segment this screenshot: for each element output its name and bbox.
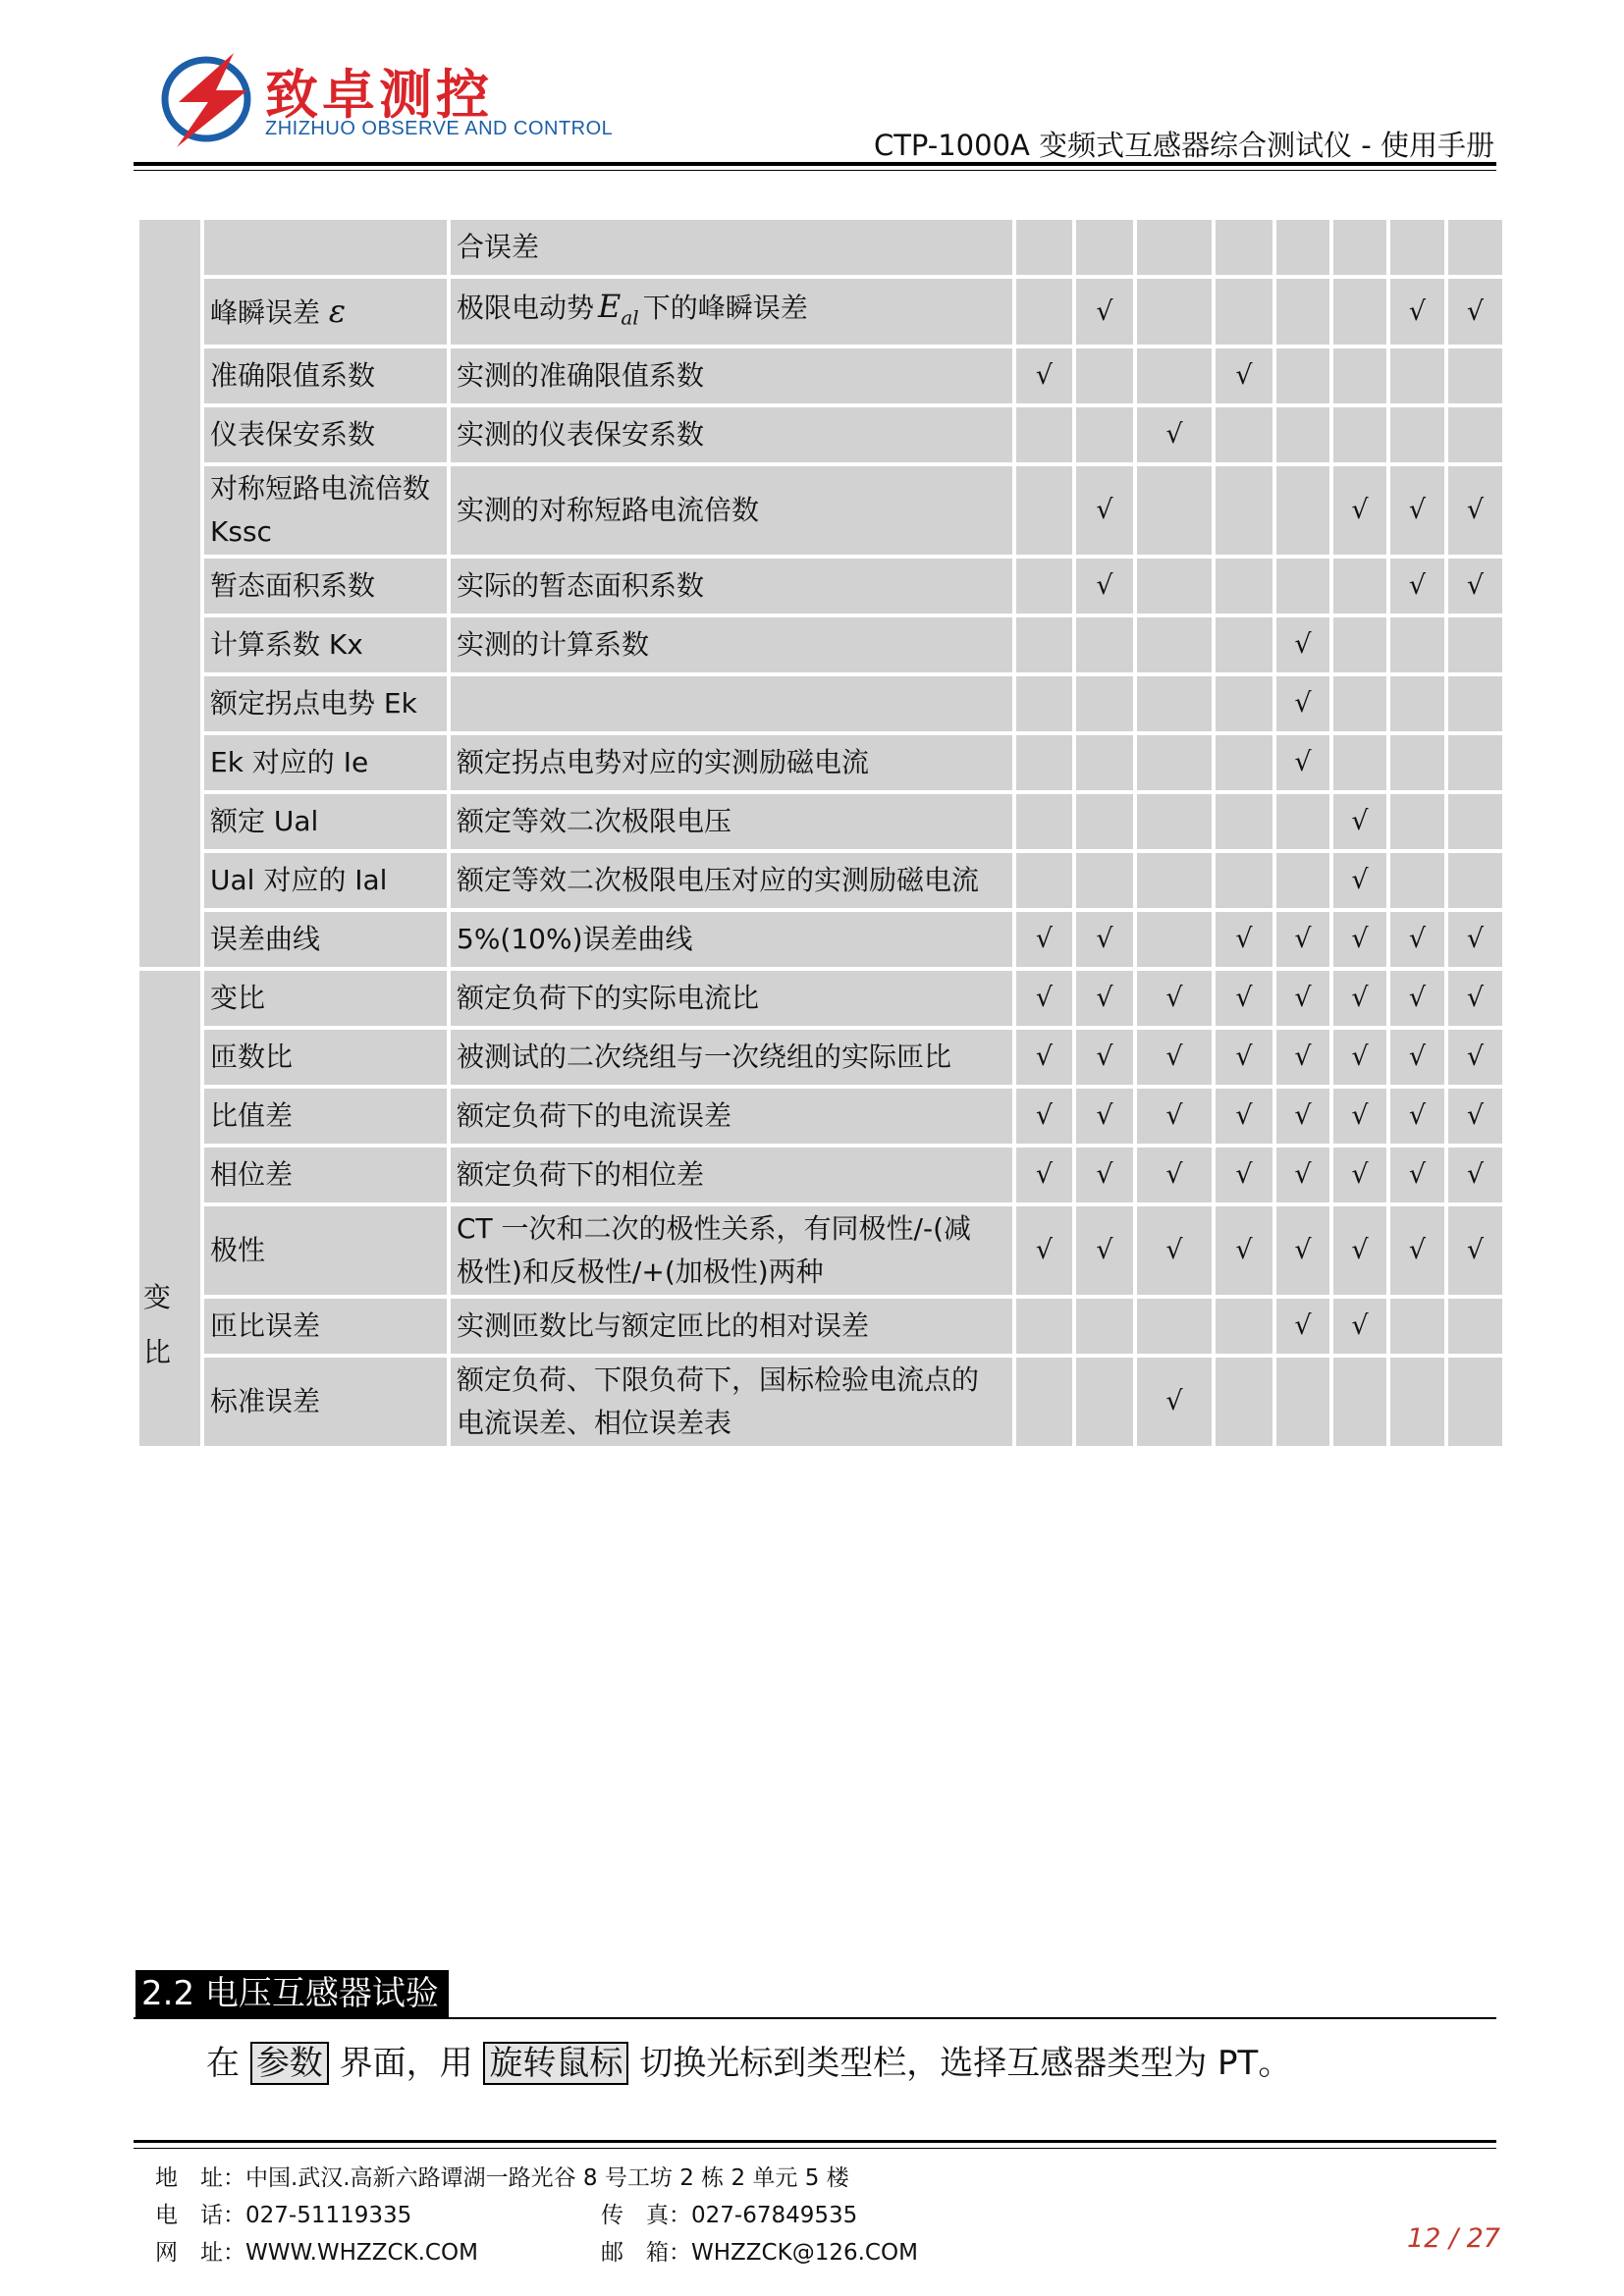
emf-symbol: [598, 288, 639, 330]
rotate-knob-label: 旋转鼠标: [483, 2042, 628, 2085]
check-cell: [1135, 615, 1214, 674]
item-desc-cell: [449, 1146, 1014, 1204]
check-cell: [1331, 347, 1388, 405]
item-name-cell: [202, 615, 449, 674]
item-name: 相位差: [210, 1158, 294, 1192]
table-row: [137, 1146, 1504, 1204]
section-heading: 2.2 电压互感器试验: [135, 1970, 449, 2017]
item-desc-cell: [449, 910, 1014, 969]
item-name-cell: [202, 218, 449, 277]
check-cell: √: [1331, 1028, 1388, 1087]
item-name: 额定 Ual: [210, 805, 319, 838]
check-cell: [1135, 792, 1214, 851]
check-cell: √: [1388, 464, 1446, 557]
item-desc-cell: [449, 851, 1014, 910]
check-cell: √: [1135, 969, 1214, 1028]
logo-chinese-text: 致卓测控: [265, 64, 493, 126]
check-cell: [1446, 674, 1504, 733]
logo-english-text: ZHIZHUO OBSERVE AND CONTROL: [265, 118, 614, 139]
web-label: 网 址：: [155, 2240, 245, 2266]
check-cell: √: [1014, 347, 1074, 405]
check-cell: [1014, 1297, 1074, 1356]
table-row: [137, 792, 1504, 851]
check-cell: √: [1014, 1146, 1074, 1204]
table-row: [137, 674, 1504, 733]
table-row: [137, 1028, 1504, 1087]
check-cell: √: [1135, 1028, 1214, 1087]
fax-label: 传 真：: [601, 2203, 691, 2228]
check-cell: [1388, 218, 1446, 277]
check-cell: [1331, 405, 1388, 464]
check-cell: √: [1214, 910, 1274, 969]
check-cell: √: [1446, 1146, 1504, 1204]
check-cell: √: [1331, 851, 1388, 910]
check-cell: √: [1074, 464, 1135, 557]
item-desc-cell: [449, 277, 1014, 347]
check-cell: [1074, 792, 1135, 851]
item-desc: 被测试的二次绕组与一次绕组的实际匝比: [457, 1041, 952, 1074]
check-cell: √: [1014, 910, 1074, 969]
item-desc: 实测匝数比与额定匝比的相对误差: [457, 1309, 870, 1343]
item-desc: 实测的对称短路电流倍数: [457, 494, 760, 527]
item-desc: 额定等效二次极限电压对应的实测励磁电流: [457, 864, 980, 897]
check-cell: [1135, 218, 1214, 277]
check-cell: √: [1074, 1028, 1135, 1087]
item-desc: 合误差: [457, 231, 540, 263]
check-cell: √: [1274, 910, 1331, 969]
item-desc: 额定拐点电势对应的实测励磁电流: [457, 746, 870, 779]
check-cell: [1331, 1356, 1388, 1448]
item-desc-cell: [449, 1356, 1014, 1448]
check-cell: [1074, 347, 1135, 405]
item-name: 对称短路电流倍数: [210, 472, 431, 506]
table-row: [137, 277, 1504, 347]
check-cell: √: [1214, 347, 1274, 405]
table-row: [137, 733, 1504, 792]
check-cell: [1388, 733, 1446, 792]
item-name: 变比: [210, 982, 266, 1015]
item-name-cell: [202, 851, 449, 910]
item-name-cell: [202, 674, 449, 733]
check-cell: √: [1274, 1146, 1331, 1204]
check-cell: [1214, 792, 1274, 851]
table-row: [137, 1204, 1504, 1297]
header-rule-thin: [134, 170, 1496, 171]
check-cell: √: [1074, 1204, 1135, 1297]
check-cell: [1214, 405, 1274, 464]
group-cell-upper: [137, 218, 202, 969]
item-name-cell: [202, 464, 449, 557]
item-name: 匝数比: [210, 1041, 294, 1074]
check-cell: √: [1214, 969, 1274, 1028]
item-name: 暂态面积系数: [210, 569, 376, 603]
check-cell: √: [1074, 277, 1135, 347]
item-name-cell: [202, 1087, 449, 1146]
footer-rule: [134, 2140, 1496, 2143]
check-cell: [1274, 792, 1331, 851]
address-label: 地 址：: [155, 2165, 245, 2191]
item-desc-cell: [449, 405, 1014, 464]
emf-subscript: al: [621, 305, 639, 330]
check-cell: √: [1274, 969, 1331, 1028]
check-cell: [1388, 615, 1446, 674]
item-desc-before: 极限电动势: [457, 292, 595, 324]
check-cell: [1388, 674, 1446, 733]
check-cell: [1446, 1297, 1504, 1356]
check-cell: [1388, 1297, 1446, 1356]
phone-label: 电 话：: [155, 2203, 245, 2228]
table-row: [137, 1087, 1504, 1146]
item-name-cell: [202, 1146, 449, 1204]
check-cell: [1446, 733, 1504, 792]
check-cell: √: [1014, 1204, 1074, 1297]
item-name-cell: [202, 1028, 449, 1087]
item-name-cell: [202, 1356, 449, 1448]
item-name-cell: [202, 792, 449, 851]
item-desc-cell: [449, 969, 1014, 1028]
check-cell: √: [1331, 1087, 1388, 1146]
address-value: 中国.武汉.高新六路谭湖一路光谷 8 号工坊 2 栋 2 单元 5 楼: [245, 2165, 849, 2191]
email-value: WHZZCK@126.COM: [691, 2240, 918, 2266]
item-name: Ek 对应的 Ie: [210, 746, 369, 779]
item-name: 准确限值系数: [210, 359, 376, 393]
check-cell: [1135, 277, 1214, 347]
footer-address: [155, 2160, 849, 2192]
check-cell: √: [1331, 1146, 1388, 1204]
item-name: 峰瞬误差: [210, 295, 321, 329]
instruction-paragraph: [206, 2040, 1291, 2087]
check-cell: √: [1014, 1087, 1074, 1146]
check-cell: [1214, 733, 1274, 792]
check-cell: [1014, 464, 1074, 557]
check-cell: [1135, 347, 1214, 405]
check-cell: √: [1074, 910, 1135, 969]
table-row: [137, 405, 1504, 464]
check-cell: √: [1274, 1297, 1331, 1356]
check-cell: √: [1446, 464, 1504, 557]
check-cell: [1274, 218, 1331, 277]
check-cell: [1014, 557, 1074, 615]
check-cell: [1446, 405, 1504, 464]
check-cell: √: [1135, 1087, 1214, 1146]
table-row: [137, 557, 1504, 615]
check-cell: [1446, 218, 1504, 277]
check-cell: [1014, 218, 1074, 277]
check-cell: [1274, 277, 1331, 347]
check-cell: [1135, 1297, 1214, 1356]
check-cell: √: [1388, 1146, 1446, 1204]
check-cell: √: [1446, 1204, 1504, 1297]
check-cell: [1331, 277, 1388, 347]
epsilon-symbol: ε: [328, 292, 347, 330]
item-name: 额定拐点电势 Ek: [210, 687, 417, 721]
table-row: [137, 218, 1504, 277]
check-cell: √: [1074, 1146, 1135, 1204]
footer-email: [601, 2234, 918, 2267]
item-desc: 5%(10%)误差曲线: [457, 923, 693, 956]
check-cell: √: [1331, 1204, 1388, 1297]
para-text-3: 切换光标到类型栏，选择互感器类型为 PT。: [639, 2044, 1292, 2083]
table-row: [137, 910, 1504, 969]
item-desc: 额定负荷、下限负荷下，国标检验电流点的: [457, 1363, 980, 1397]
item-name: Ual 对应的 Ial: [210, 864, 388, 897]
check-cell: √: [1135, 405, 1214, 464]
check-cell: √: [1388, 969, 1446, 1028]
check-cell: [1214, 674, 1274, 733]
item-desc-cell: [449, 792, 1014, 851]
check-cell: √: [1331, 1297, 1388, 1356]
check-cell: [1331, 218, 1388, 277]
item-desc: 实测的准确限值系数: [457, 359, 705, 393]
item-desc-cell: [449, 1087, 1014, 1146]
check-cell: √: [1446, 1087, 1504, 1146]
item-desc-cell: [449, 733, 1014, 792]
check-cell: [1135, 674, 1214, 733]
check-cell: [1388, 347, 1446, 405]
item-name-cell: [202, 405, 449, 464]
item-desc: 实际的暂态面积系数: [457, 569, 705, 603]
check-cell: √: [1388, 1087, 1446, 1146]
table-row: [137, 347, 1504, 405]
check-cell: [1074, 733, 1135, 792]
check-cell: [1446, 615, 1504, 674]
footer-rule-thin: [134, 2148, 1496, 2149]
check-cell: √: [1446, 277, 1504, 347]
check-cell: [1074, 615, 1135, 674]
check-cell: [1214, 277, 1274, 347]
item-desc: 额定等效二次极限电压: [457, 805, 732, 838]
item-name-cell: [202, 910, 449, 969]
group-label: 变比: [143, 1281, 172, 1369]
check-cell: √: [1388, 277, 1446, 347]
item-name-cell: [202, 1297, 449, 1356]
item-name-cell: [202, 969, 449, 1028]
document-title: CTP-1000A 变频式互感器综合测试仪 - 使用手册: [873, 129, 1494, 162]
check-cell: [1014, 674, 1074, 733]
group-cell-ratio: [137, 969, 202, 1448]
company-logo: [157, 39, 614, 157]
check-cell: √: [1074, 1087, 1135, 1146]
logo-bolt-icon: [157, 45, 265, 153]
item-desc-cell: [449, 615, 1014, 674]
check-cell: [1014, 733, 1074, 792]
item-desc: CT 一次和二次的极性关系，有同极性/-(减: [457, 1212, 972, 1246]
check-cell: [1446, 851, 1504, 910]
item-desc-cell: [449, 1297, 1014, 1356]
check-cell: [1388, 405, 1446, 464]
item-name: 匝比误差: [210, 1309, 321, 1343]
check-cell: √: [1388, 910, 1446, 969]
item-desc-cell: [449, 1028, 1014, 1087]
check-cell: √: [1388, 557, 1446, 615]
item-name: 计算系数 Kx: [210, 628, 363, 662]
check-cell: √: [1446, 910, 1504, 969]
check-cell: [1274, 347, 1331, 405]
check-cell: [1014, 851, 1074, 910]
item-name: 仪表保安系数: [210, 418, 376, 452]
para-text-1: 在: [206, 2044, 240, 2083]
item-desc: 额定负荷下的实际电流比: [457, 982, 760, 1015]
check-cell: √: [1274, 1028, 1331, 1087]
item-name: 标准误差: [210, 1385, 321, 1418]
check-cell: [1014, 277, 1074, 347]
check-cell: √: [1274, 1204, 1331, 1297]
item-desc-cell: [449, 347, 1014, 405]
check-cell: [1331, 557, 1388, 615]
check-cell: [1014, 1356, 1074, 1448]
check-cell: [1074, 1356, 1135, 1448]
item-desc-line2: 极性)和反极性/+(加极性)两种: [457, 1255, 824, 1289]
check-cell: [1014, 405, 1074, 464]
item-desc-cell: [449, 218, 1014, 277]
item-desc-cell: [449, 557, 1014, 615]
param-key-label: 参数: [250, 2042, 329, 2085]
item-desc-cell: [449, 1204, 1014, 1297]
check-cell: √: [1446, 1028, 1504, 1087]
check-cell: [1014, 792, 1074, 851]
phone-value: 027-51119335: [245, 2203, 412, 2228]
item-name: 极性: [210, 1234, 266, 1267]
check-cell: [1074, 218, 1135, 277]
check-cell: √: [1214, 1146, 1274, 1204]
check-cell: [1274, 557, 1331, 615]
check-cell: [1214, 557, 1274, 615]
table-row: [137, 851, 1504, 910]
item-name-cell: [202, 1204, 449, 1297]
check-cell: [1074, 674, 1135, 733]
check-cell: [1074, 851, 1135, 910]
para-text-2: 界面，用: [339, 2044, 473, 2083]
check-cell: √: [1214, 1204, 1274, 1297]
item-desc-cell: [449, 464, 1014, 557]
email-label: 邮 箱：: [601, 2240, 691, 2266]
test-items-table: [135, 216, 1506, 1450]
check-cell: √: [1274, 615, 1331, 674]
check-cell: √: [1214, 1028, 1274, 1087]
check-cell: [1214, 464, 1274, 557]
check-cell: [1274, 405, 1331, 464]
check-cell: √: [1274, 1087, 1331, 1146]
check-cell: [1331, 615, 1388, 674]
check-cell: [1214, 218, 1274, 277]
table-row: [137, 1297, 1504, 1356]
check-cell: [1446, 347, 1504, 405]
fax-value: 027-67849535: [691, 2203, 858, 2228]
check-cell: [1074, 1297, 1135, 1356]
footer-web: [155, 2234, 478, 2267]
check-cell: √: [1446, 969, 1504, 1028]
item-name-cell: [202, 277, 449, 347]
item-name: 比值差: [210, 1099, 294, 1133]
section-rule: [134, 2017, 1496, 2019]
check-cell: [1388, 792, 1446, 851]
table-row: [137, 1356, 1504, 1448]
check-cell: √: [1331, 910, 1388, 969]
check-cell: [1135, 557, 1214, 615]
item-name-line2: Kssc: [210, 515, 272, 549]
check-cell: [1074, 405, 1135, 464]
check-cell: [1274, 464, 1331, 557]
check-cell: [1274, 851, 1331, 910]
item-desc: 额定负荷下的电流误差: [457, 1099, 732, 1133]
table-row: [137, 615, 1504, 674]
web-value: WWW.WHZZCK.COM: [245, 2240, 478, 2266]
item-name-cell: [202, 733, 449, 792]
item-desc-after: 下的峰瞬误差: [642, 292, 808, 324]
check-cell: √: [1074, 969, 1135, 1028]
item-desc: 额定负荷下的相位差: [457, 1158, 705, 1192]
check-cell: √: [1331, 792, 1388, 851]
check-cell: √: [1074, 557, 1135, 615]
table-row: [137, 969, 1504, 1028]
check-cell: [1214, 615, 1274, 674]
header-rule: [134, 162, 1496, 166]
check-cell: √: [1388, 1204, 1446, 1297]
footer-fax: [601, 2197, 857, 2229]
check-cell: [1214, 1297, 1274, 1356]
check-cell: √: [1135, 1356, 1214, 1448]
check-cell: √: [1014, 1028, 1074, 1087]
check-cell: [1446, 792, 1504, 851]
check-cell: √: [1331, 464, 1388, 557]
check-cell: [1274, 1356, 1331, 1448]
item-name-cell: [202, 347, 449, 405]
table-row: [137, 464, 1504, 557]
check-cell: [1388, 1356, 1446, 1448]
page-number: 12 / 27: [1407, 2223, 1500, 2254]
item-name-cell: [202, 557, 449, 615]
emf-letter: E: [598, 288, 622, 325]
item-desc: 实测的计算系数: [457, 628, 650, 662]
item-name: 误差曲线: [210, 923, 321, 956]
check-cell: √: [1446, 557, 1504, 615]
check-cell: [1135, 910, 1214, 969]
item-desc-cell: [449, 674, 1014, 733]
check-cell: [1388, 851, 1446, 910]
check-cell: √: [1135, 1204, 1214, 1297]
check-cell: [1014, 615, 1074, 674]
check-cell: [1331, 733, 1388, 792]
item-desc-line2: 电流误差、相位误差表: [457, 1407, 732, 1440]
footer-phone: [155, 2197, 411, 2229]
check-cell: √: [1331, 969, 1388, 1028]
check-cell: [1135, 464, 1214, 557]
check-cell: [1214, 1356, 1274, 1448]
check-cell: [1135, 851, 1214, 910]
check-cell: [1214, 851, 1274, 910]
check-cell: √: [1014, 969, 1074, 1028]
check-cell: [1331, 674, 1388, 733]
check-cell: [1446, 1356, 1504, 1448]
check-cell: √: [1214, 1087, 1274, 1146]
check-cell: [1135, 733, 1214, 792]
check-cell: √: [1274, 733, 1331, 792]
check-cell: √: [1135, 1146, 1214, 1204]
check-cell: √: [1274, 674, 1331, 733]
check-cell: √: [1388, 1028, 1446, 1087]
item-desc: 实测的仪表保安系数: [457, 418, 705, 452]
